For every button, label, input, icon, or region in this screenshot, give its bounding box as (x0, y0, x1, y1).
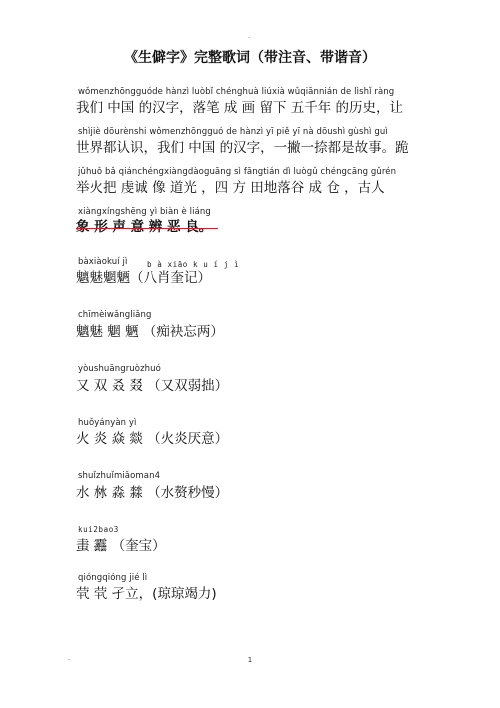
bottom-mark: . (68, 654, 71, 662)
pinyin-entry-6: kui2bao3 (78, 525, 119, 534)
pinyin-entry-1: bàxiàokuí jì (78, 257, 128, 267)
lyric-entry-2: 魑魅 魍 魉 （痴袂忘两） (76, 324, 224, 340)
red-underline (76, 228, 218, 229)
lyric-entry-7: 茕 茕 孑立，(琼琼竭力) (76, 586, 217, 602)
page-number: 1 (247, 656, 253, 664)
lyric-entry-1: 魑魅魍魉（八肖奎记） (76, 270, 211, 286)
page-title: 《生僻字》完整歌词（带注音、带谐音） (124, 50, 376, 66)
pinyin-entry-7: qióngqióng jié lì (78, 573, 148, 583)
pinyin-entry-5: shuǐzhuǐmiǎoman4 (78, 471, 161, 481)
pinyin-entry-2: chīmèiwǎngliǎng (78, 310, 152, 320)
lyric-line-3: 举火把 虔诚 像 道光 ，四 方 田地落谷 成 仓 ，古人 (76, 180, 385, 196)
lyric-line-1: 我们 中国 的汉字，落笔 成 画 留下 五千年 的历史，让 (76, 100, 404, 116)
lyric-line-2: 世界都认识，我们 中国 的汉字，一撇一捺都是故事。跪 (76, 140, 409, 156)
lyric-entry-3: 又 双 叒 叕 （又双弱拙） (76, 378, 229, 394)
pinyin-entry-4: huǒyányàn yì (78, 418, 137, 428)
lyric-line-4: 象 形 声 意 辨 恶 良。 (76, 219, 213, 235)
top-mark: . (248, 32, 251, 40)
lyric-entry-4: 火 炎 焱 燚 （火炎厌意） (76, 431, 229, 447)
lyric-entry-5: 水 沝 淼 㵘 （水赘秒慢） (76, 485, 229, 501)
pinyin-line-3: jǔhuǒ bǎ qiánchéngxiàngdàoguāng sì fāngtián dì luògǔ chéngcāng gǔrén (78, 167, 397, 177)
pinyin-entry-3: yòushuāngruòzhuó (78, 364, 161, 374)
pinyin-line-4: xiàngxíngshēng yì biàn è liáng (78, 207, 211, 217)
pinyin-entry-1-small: b à xiāo k u í j ì (147, 260, 240, 269)
pinyin-line-2: shìjiè dōurènshi wǒmenzhōngguó de hànzì yī piě yī nà dōushì gùshì guì (78, 127, 388, 137)
pinyin-line-1: wǒmenzhōngguóde hànzì luòbǐ chénghuà liúxià wǔqiānnián de lìshǐ ràng (78, 87, 395, 97)
lyric-entry-6: 䖯 䨺 （奎宝） (76, 538, 166, 554)
